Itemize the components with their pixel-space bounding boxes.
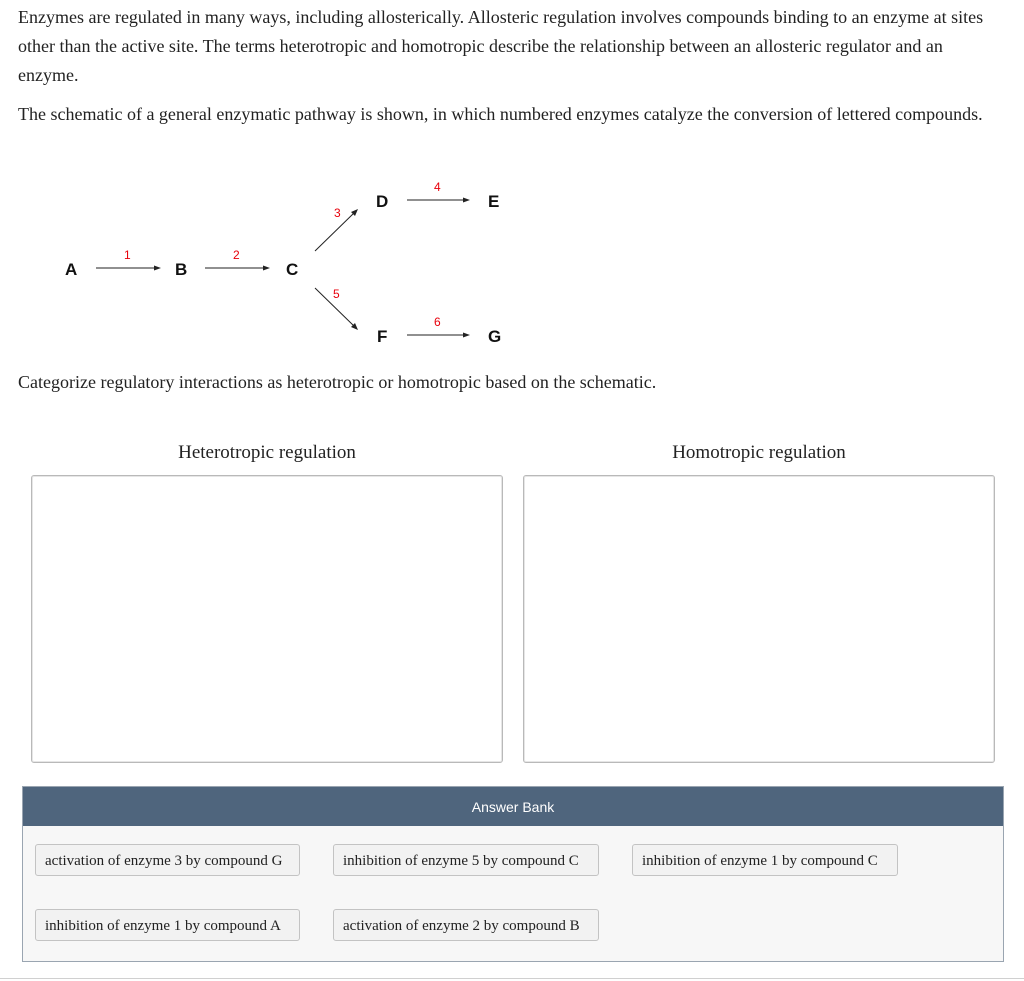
arrow-d-to-e	[407, 198, 470, 203]
arrow-a-to-b	[96, 266, 161, 271]
heterotropic-drop-zone[interactable]	[31, 475, 503, 763]
compound-g-label: G	[488, 327, 502, 346]
answer-chip[interactable]: inhibition of enzyme 1 by compound A	[35, 909, 300, 941]
enzyme-3-label: 3	[334, 206, 341, 220]
homotropic-drop-zone[interactable]	[523, 475, 995, 763]
enzyme-2-label: 2	[233, 248, 240, 262]
answer-chip[interactable]: inhibition of enzyme 5 by compound C	[333, 844, 599, 876]
answer-chip[interactable]: activation of enzyme 3 by compound G	[35, 844, 300, 876]
enzyme-6-label: 6	[434, 315, 441, 329]
answer-chip[interactable]: inhibition of enzyme 1 by compound C	[632, 844, 898, 876]
arrow-f-to-g	[407, 333, 470, 338]
enzyme-4-label: 4	[434, 180, 441, 194]
compound-e-label: E	[488, 192, 500, 211]
intro-paragraph-2: The schematic of a general enzymatic pathway is shown, in which numbered enzymes catalyze the conversion of lettered compounds.	[18, 104, 983, 124]
compound-f-label: F	[377, 327, 388, 346]
answer-bank	[22, 786, 1004, 962]
compound-b-label: B	[175, 260, 188, 279]
heterotropic-bin-title: Heterotropic regulation	[178, 442, 356, 463]
answer-bank-header: Answer Bank	[23, 787, 1003, 826]
homotropic-bin-title: Homotropic regulation	[672, 442, 846, 463]
enzyme-5-label: 5	[333, 287, 340, 301]
page-divider	[0, 978, 1024, 979]
arrow-b-to-c	[205, 266, 270, 271]
compound-d-label: D	[376, 192, 389, 211]
compound-c-label: C	[286, 260, 299, 279]
instruction-text: Categorize regulatory interactions as heterotropic or homotropic based on the schematic.	[18, 372, 657, 392]
intro-paragraph-1: Enzymes are regulated in many ways, including allosterically. Allosteric regulation involves compounds binding to an enzyme at sites other than the active site. The terms heterotropic and homotropic describe the relationship between an allosteric regulator and an enzyme.	[18, 7, 984, 85]
answer-chip[interactable]: activation of enzyme 2 by compound B	[333, 909, 599, 941]
compound-a-label: A	[65, 260, 78, 279]
enzyme-1-label: 1	[124, 248, 131, 262]
pathway-schematic	[0, 170, 560, 360]
